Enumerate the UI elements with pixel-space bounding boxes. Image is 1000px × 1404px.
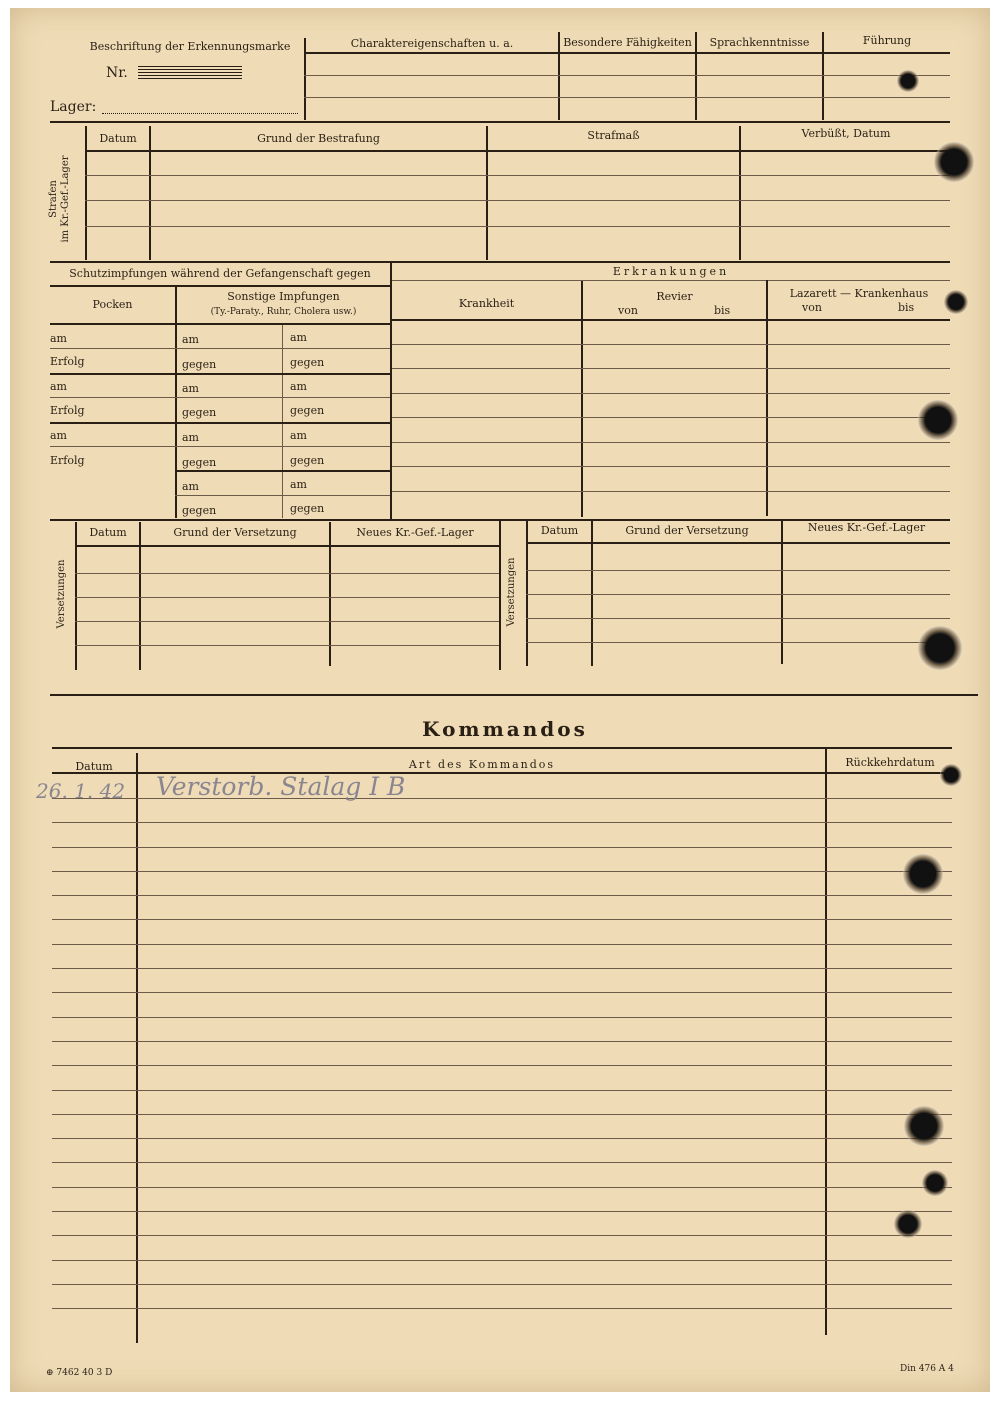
- impf-gegen-label: gegen: [182, 406, 217, 419]
- impf-row-line: [50, 446, 390, 447]
- punch-hole: [903, 854, 943, 894]
- erkr-lazarett-von: von: [802, 301, 822, 314]
- vers-row-line: [75, 621, 499, 622]
- erkr-row-line: [392, 368, 950, 369]
- impf-erfolg-label: Erfolg: [50, 355, 85, 368]
- impf-gegen-label: gegen: [182, 504, 217, 517]
- punch-hole: [894, 1210, 922, 1238]
- vers2-side-label: Versetzungen: [506, 557, 517, 627]
- kommandos-row-line: [52, 1138, 952, 1139]
- kommandos-title: Kommandos: [422, 717, 588, 741]
- kommandos-row-line: [52, 1041, 952, 1042]
- top-row-line: [304, 75, 950, 76]
- vers-row-line: [75, 645, 499, 646]
- strafen-side-label: [48, 149, 72, 249]
- vers-row-line: [526, 642, 950, 643]
- impf-header-rule: [50, 323, 390, 325]
- vers-row-line: [75, 597, 499, 598]
- impf-title-rule: [50, 285, 390, 287]
- punch-hole: [918, 400, 958, 440]
- kommandos-row-line: [52, 1162, 952, 1163]
- kommandos-col-art: Art des Kommandos: [408, 758, 556, 771]
- kommandos-row-line: [52, 822, 952, 823]
- form-sheet: [10, 8, 990, 1392]
- erkr-header-rule: [392, 319, 950, 321]
- kommandos-row-line: [52, 1284, 952, 1285]
- col-charakter: Charaktereigenschaften u. a.: [350, 37, 514, 50]
- strafen-divider: [739, 126, 741, 260]
- punch-hole: [940, 764, 962, 786]
- vers-divider: [499, 520, 501, 670]
- vers-header-rule: [526, 542, 950, 544]
- vers-row-line: [526, 594, 950, 595]
- punch-hole: [944, 290, 968, 314]
- impf-am-label: am: [50, 429, 67, 442]
- impf-am-label: am: [50, 380, 67, 393]
- lager-field[interactable]: [102, 113, 298, 114]
- vers-row-line: [75, 573, 499, 574]
- strafen-row-line: [85, 226, 950, 227]
- impf-title: Schutzimpfungen während der Gefangenschaft gegen: [69, 267, 371, 280]
- erkr-col-lazarett: Lazarett — Krankenhaus: [789, 287, 929, 300]
- erkr-lazarett-bis: bis: [898, 301, 915, 314]
- lager-label: Lager:: [50, 99, 97, 115]
- marke-label: Beschriftung der Erkennungsmarke: [89, 40, 291, 53]
- kommandos-row-line: [52, 1260, 952, 1261]
- strafen-divider: [486, 126, 488, 260]
- impf-erfolg-label: Erfolg: [50, 404, 85, 417]
- impf-am-label: am: [182, 382, 199, 395]
- vers-row-line: [526, 618, 950, 619]
- erkr-row-line: [392, 417, 950, 418]
- erkr-title-rule: [392, 280, 950, 281]
- vers1-side-label: Versetzungen: [56, 559, 67, 629]
- vers1-col-datum: Datum: [89, 526, 127, 539]
- kommandos-row-line: [52, 944, 952, 945]
- impf-row-line: [50, 373, 390, 375]
- impf-gegen-label: gegen: [290, 404, 325, 417]
- vers2-col-lager: Neues Kr.-Gef.-Lager: [807, 521, 926, 534]
- erkr-divider: [581, 281, 583, 517]
- strafen-side-label-2: im Kr.-Gef.-Lager: [60, 155, 71, 243]
- erkr-col-krankheit: Krankheit: [458, 297, 515, 310]
- kommandos-divider: [136, 753, 138, 1343]
- strafen-side-label-1: Strafen: [48, 180, 59, 218]
- strafen-top-rule: [50, 121, 950, 123]
- kommandos-col-datum: Datum: [75, 760, 113, 773]
- kommandos-row-line: [52, 1235, 952, 1236]
- section-separator: [50, 694, 978, 696]
- footer-left-text: 7462 40 3 D: [56, 1368, 113, 1378]
- col-faehigkeiten: Besondere Fähigkeiten: [563, 36, 692, 49]
- top-row-line: [304, 97, 950, 98]
- erkrankungen-title: Erkrankungen: [612, 265, 730, 278]
- kommandos-col-rueckkehr: Rückkehrdatum: [845, 756, 935, 769]
- erkr-row-line: [392, 344, 950, 345]
- footer-print-code: [46, 1366, 112, 1380]
- kommandos-row-line: [52, 1211, 952, 1212]
- impf-col-pocken: Pocken: [92, 298, 133, 311]
- punch-hole: [934, 142, 974, 182]
- kommandos-row-line: [52, 1187, 952, 1188]
- impf-gegen-label: gegen: [182, 358, 217, 371]
- kommandos-row-line: [52, 992, 952, 993]
- punch-hole: [904, 1106, 944, 1146]
- strafen-col-datum: Datum: [99, 132, 137, 145]
- impf-row-line: [50, 348, 390, 349]
- footer-stamp-icon: ⊕: [46, 1368, 54, 1378]
- erkr-col-revier: Revier: [656, 290, 693, 303]
- impf-top-rule: [50, 261, 950, 263]
- kommandos-row-line: [52, 1017, 952, 1018]
- vers1-col-lager: Neues Kr.-Gef.-Lager: [356, 526, 474, 539]
- punch-hole: [897, 70, 919, 92]
- kommandos-row-line: [52, 871, 952, 872]
- erkr-revier-bis: bis: [714, 304, 731, 317]
- kommandos-row-line: [52, 1114, 952, 1115]
- kommandos-divider: [825, 749, 827, 1335]
- vers-row-line: [526, 570, 950, 571]
- strafen-col-strafmass: Strafmaß: [587, 129, 640, 142]
- footer-din: Din 476 A 4: [900, 1364, 954, 1374]
- impf-gegen-label: gegen: [182, 456, 217, 469]
- impf-gegen-label: gegen: [290, 454, 325, 467]
- impf-col-sonstige-1: Sonstige Impfungen: [227, 290, 340, 303]
- punch-hole: [922, 1170, 948, 1196]
- strafen-col-grund: Grund der Bestrafung: [257, 132, 380, 145]
- impf-am-label: am: [290, 429, 307, 442]
- impf-row-line: [175, 470, 390, 472]
- top-header-rule: [304, 52, 950, 54]
- impf-am-label: am: [182, 480, 199, 493]
- kommandos-entry-date: 26. 1. 42: [36, 779, 126, 803]
- impf-erfolg-label: Erfolg: [50, 454, 85, 467]
- erkr-row-line: [392, 442, 950, 443]
- impf-divider: [175, 286, 177, 518]
- col-fuehrung: Führung: [862, 34, 912, 47]
- impf-am-label: am: [290, 478, 307, 491]
- vers1-col-grund: Grund der Versetzung: [173, 526, 297, 539]
- impf-gegen-label: gegen: [290, 502, 325, 515]
- strafen-divider: [149, 126, 151, 260]
- impf-divider: [282, 324, 283, 518]
- impf-am-label: am: [182, 431, 199, 444]
- kommandos-row-line: [52, 847, 952, 848]
- erkr-row-line: [392, 491, 950, 492]
- erkr-divider: [766, 280, 768, 516]
- strafen-col-verbuesst: Verbüßt, Datum: [801, 127, 891, 140]
- nr-label: Nr.: [106, 65, 128, 81]
- kommandos-row-line: [52, 895, 952, 896]
- impf-row-line: [175, 495, 390, 496]
- strafen-row-line: [85, 175, 950, 176]
- kommandos-row-line: [52, 1308, 952, 1309]
- erkr-row-line: [392, 393, 950, 394]
- nr-field[interactable]: [138, 66, 242, 80]
- impf-am-label: am: [182, 333, 199, 346]
- kommandos-row-line: [52, 968, 952, 969]
- strafen-header-rule: [85, 150, 950, 152]
- impf-am-label: am: [290, 331, 307, 344]
- kommandos-row-line: [52, 919, 952, 920]
- strafen-row-line: [85, 200, 950, 201]
- impf-am-label: am: [50, 332, 67, 345]
- col-sprachen: Sprachkenntnisse: [709, 36, 810, 49]
- vers2-col-datum: Datum: [540, 524, 579, 537]
- impf-row-line: [50, 397, 390, 398]
- erkr-row-line: [392, 466, 950, 467]
- impf-col-sonstige-2: (Ty.-Paraty., Ruhr, Cholera usw.): [210, 307, 357, 317]
- kommandos-entry-text: Verstorb. Stalag I B: [156, 772, 406, 801]
- punch-hole: [918, 626, 962, 670]
- erkr-revier-von: von: [618, 304, 638, 317]
- strafen-divider: [85, 126, 87, 260]
- vers-header-rule: [75, 545, 499, 547]
- impf-row-line: [50, 422, 390, 424]
- vers2-col-grund: Grund der Versetzung: [625, 524, 749, 537]
- impf-gegen-label: gegen: [290, 356, 325, 369]
- kommandos-row-line: [52, 1090, 952, 1091]
- impf-am-label: am: [290, 380, 307, 393]
- kommandos-row-line: [52, 1065, 952, 1066]
- kommandos-top-rule: [52, 747, 952, 749]
